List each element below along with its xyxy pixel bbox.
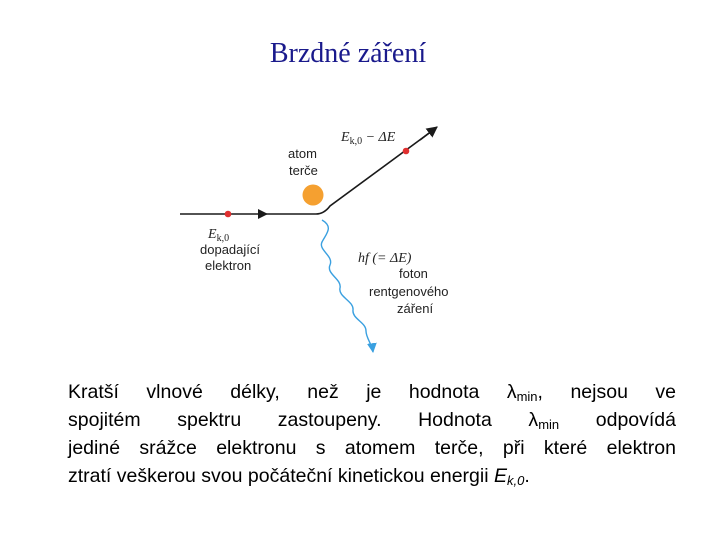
incoming-energy-label: Ek,0 <box>208 227 230 244</box>
paragraph-line-4: ztratí veškerou svou počáteční kinetickou energii $E_{k,0}$. <box>68 465 530 488</box>
target-atom <box>303 185 324 206</box>
photon-energy-label: hf (= ΔE) <box>358 251 412 266</box>
outgoing-energy-label: Ek,0 − ΔE <box>341 130 396 147</box>
outgoing-electron-dot <box>403 148 410 155</box>
incoming-electron-dot <box>225 211 232 218</box>
photon-label: foton rentgenového záření <box>369 266 449 316</box>
paragraph-line-3: jediné srážce elektronu s atomem terče, při které elektron <box>68 437 676 459</box>
incoming-electron-label: dopadající elektron <box>200 242 260 273</box>
atom-label: atom terče <box>288 146 318 178</box>
incoming-direction-arrow <box>258 209 268 219</box>
paragraph-line-1: Kratší vlnové délky, než je hodnota $\lambda_{min}$, nejsou ve <box>68 381 677 404</box>
page-title: Brzdné záření <box>269 38 427 69</box>
paragraph-line-2: spojitém spektru zastoupeny. Hodnota $\lambda_{min}$ odpovídá <box>68 409 676 432</box>
explanation-paragraph <box>68 378 676 490</box>
photon-wave <box>321 220 373 352</box>
outgoing-electron-arrow <box>420 127 437 140</box>
